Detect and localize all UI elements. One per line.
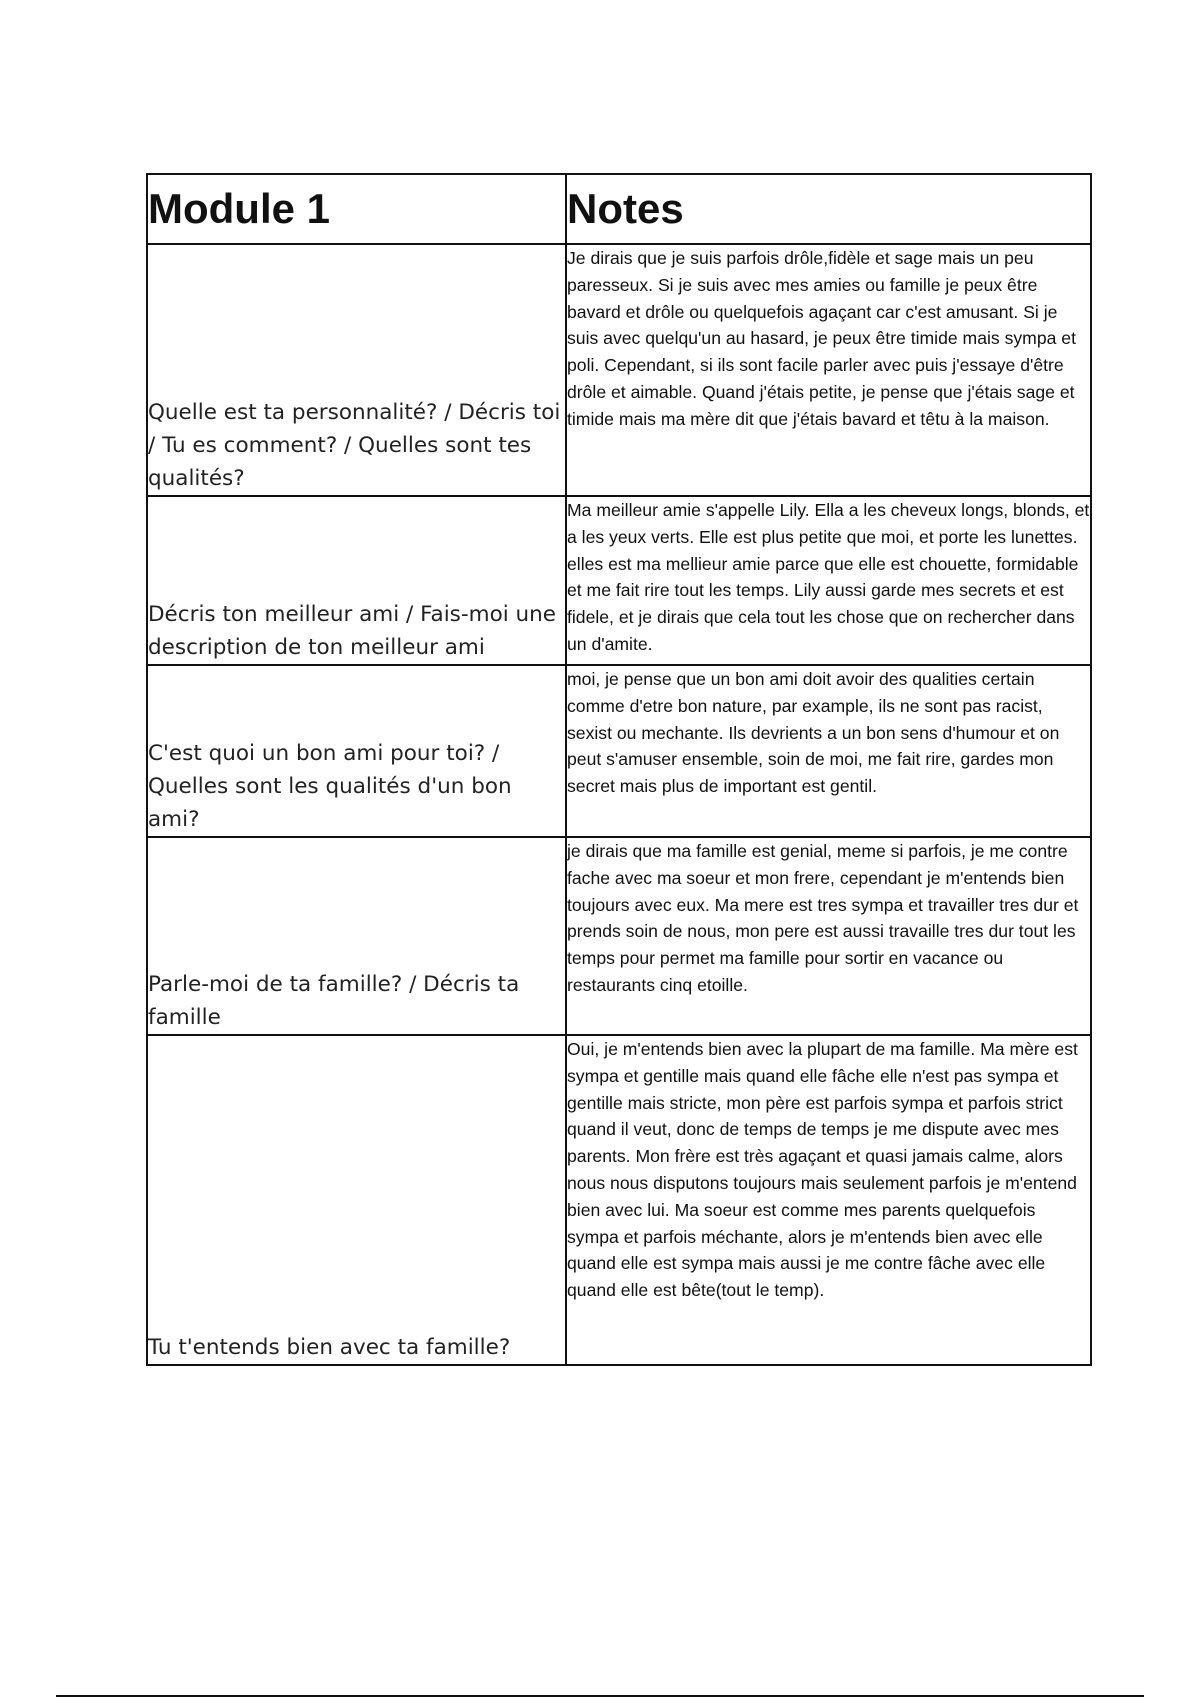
table-header-row xyxy=(147,174,1091,244)
module-notes-table xyxy=(146,173,1092,1366)
table-row xyxy=(147,496,1091,665)
question-cell: Quelle est ta personnalité? / Décris toi / Tu es comment? / Quelles sont tes qualités? xyxy=(147,244,566,496)
notes-title: Notes xyxy=(566,174,1091,244)
notes-cell: je dirais que ma famille est genial, meme si parfois, je me contre fache avec ma soeur et mon frere, cependant je m'entends bien toujours avec eux. Ma mere est tres sympa et travailler tres dur et prends soin de nous, mon pere est aussi travaille tres dur tout les temps pour permet ma famille pour sortir en vacance ou restaurants cinq etoille. xyxy=(566,837,1091,1035)
table-row xyxy=(147,244,1091,496)
question-cell: Parle-moi de ta famille? / Décris ta famille xyxy=(147,837,566,1035)
table-row xyxy=(147,665,1091,837)
module-title: Module 1 xyxy=(147,174,566,244)
notes-cell: Oui, je m'entends bien avec la plupart de ma famille. Ma mère est sympa et gentille mais quand elle fâche elle n'est pas sympa et gentille mais stricte, mon père est parfois sympa et parfois strict quand il veut, donc de temps de temps je me dispute avec mes parents. Mon frère est très agaçant et quasi jamais calme, alors nous nous disputons toujours mais seulement parfois je m'entend bien avec lui. Ma soeur est comme mes parents quelquefois sympa et parfois méchante, alors je m'entends bien avec elle quand elle est sympa mais aussi je me contre fâche avec elle quand elle est bête(tout le temp). xyxy=(566,1035,1091,1365)
notes-cell: Ma meilleur amie s'appelle Lily. Ella a les cheveux longs, blonds, et a les yeux verts. Elle est plus petite que moi, et porte les lunettes. elles est ma mellieur amie parce que elle est chouette, formidable et me fait rire tout les temps. Lily aussi garde mes secrets et est fidele, et je dirais que cela tout les chose que on rechercher dans un d'amite. xyxy=(566,496,1091,665)
notes-cell: Je dirais que je suis parfois drôle,fidèle et sage mais un peu paresseux. Si je suis avec mes amies ou famille je peux être bavard et drôle ou quelquefois agaçant car c'est amusant. Si je suis avec quelqu'un au hasard, je peux être timide mais sympa et poli. Cependant, si ils sont facile parler avec puis j'essaye d'être drôle et aimable. Quand j'étais petite, je pense que j'étais sage et timide mais ma mère dit que j'étais bavard et têtu à la maison. xyxy=(566,244,1091,496)
notes-cell: moi, je pense que un bon ami doit avoir des qualities certain comme d'etre bon nature, par example, ils ne sont pas racist, sexist ou mechante. Ils devrients a un bon sens d'humour et on peut s'amuser ensemble, soin de moi, me fait rire, gardes mon secret mais plus de important est gentil. xyxy=(566,665,1091,837)
page-bottom-rule xyxy=(56,1695,1144,1697)
question-cell: Tu t'entends bien avec ta famille? xyxy=(147,1035,566,1365)
question-cell: Décris ton meilleur ami / Fais-moi une description de ton meilleur ami xyxy=(147,496,566,665)
table-row xyxy=(147,837,1091,1035)
table-row xyxy=(147,1035,1091,1365)
question-cell: C'est quoi un bon ami pour toi? / Quelles sont les qualités d'un bon ami? xyxy=(147,665,566,837)
